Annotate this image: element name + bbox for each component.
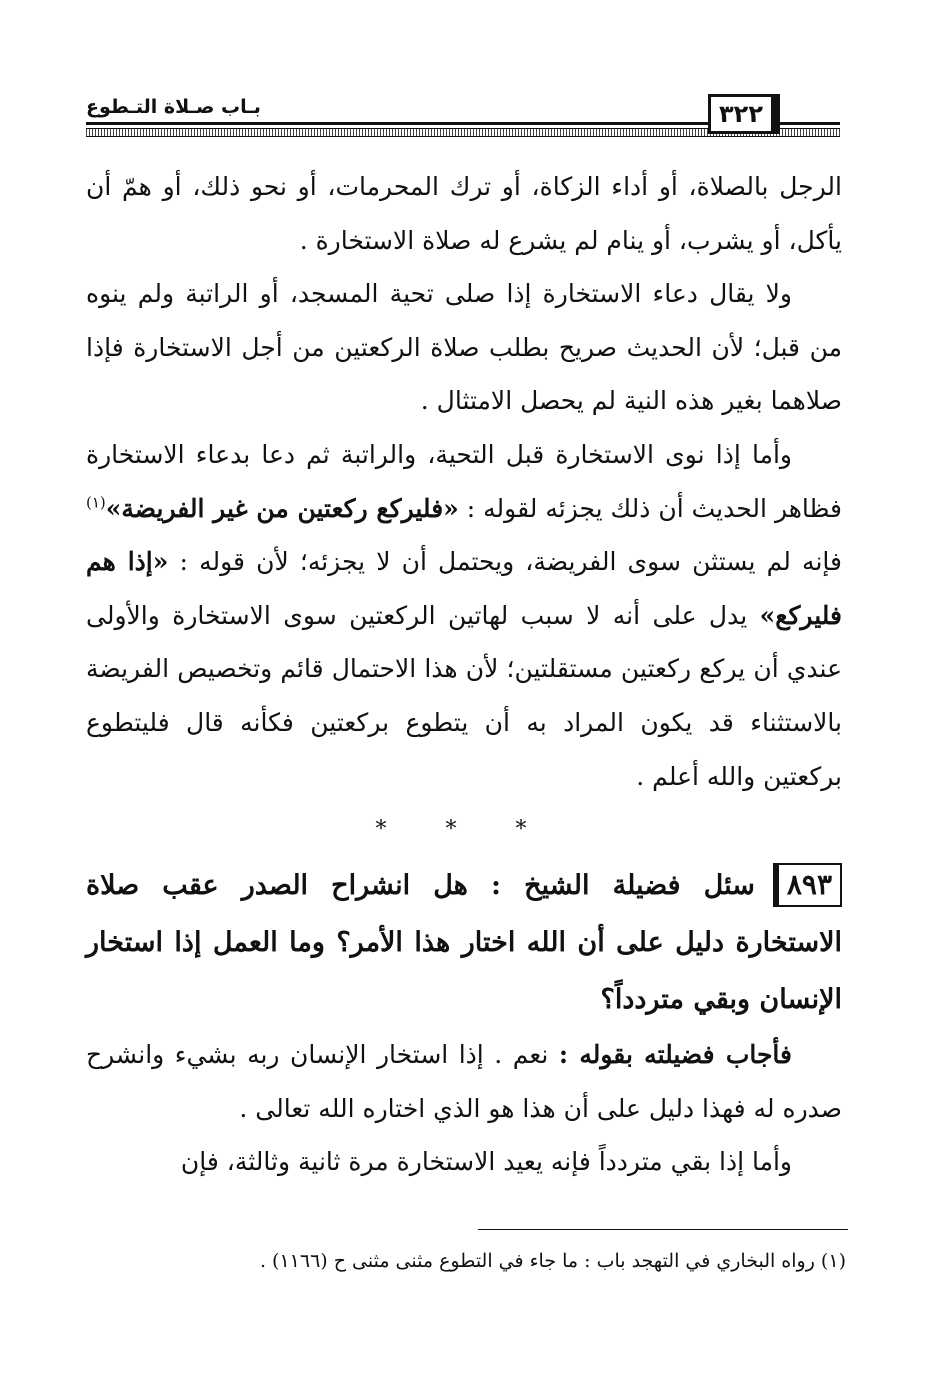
answer-label: فأجاب فضيلته بقوله :	[558, 1040, 793, 1070]
paragraph-3-part-a: وأما إذا نوى الاستخارة قبل التحية، والراتبة ثم دعا بدعاء الاستخارة فظاهر الحديث أن ذلك يجزئه لقوله :	[86, 439, 842, 523]
footnote: (١) رواه البخاري في التهجد باب : ما جاء في التطوع مثنى مثنى ح (١١٦٦) .	[259, 1250, 846, 1272]
paragraph-3-part-c: يدل على أنه لا سبب لهاتين الركعتين سوى الاستخارة والأولى عندي أن يركع ركعتين مستقلتين؛ لأن هذا الاحتمال قائم وتخصيص الفريضة بالاستثناء قد يكون المراد به أن يتطوع بركعتين فكأنه قال فليتطوع بركعتين والله أعلم .	[86, 600, 842, 791]
section-separator: * * *	[375, 817, 553, 843]
paragraph-1: الرجل بالصلاة، أو أداء الزكاة، أو ترك المحرمات، أو نحو ذلك، أو همّ أن يأكل، أو يشرب، أو ينام لم يشرع له صلاة الاستخارة .	[86, 172, 842, 255]
paragraph-3-part-b: فإنه لم يستثن سوى الفريضة، ويحتمل أن لا يجزئه؛ لأن قوله :	[168, 547, 842, 577]
paragraph-2: ولا يقال دعاء الاستخارة إذا صلى تحية المسجد، أو الراتبة ولم ينوه من قبل؛ لأن الحديث صريح بطلب صلاة الركعتين من أجل الاستخارة فإذا صلاهما بغير هذه النية لم يحصل الامتثال .	[86, 279, 842, 416]
page-header	[86, 92, 840, 140]
main-text	[86, 160, 842, 1189]
answer-paragraph-2: وأما إذا بقي متردداً فإنه يعيد الاستخارة مرة ثانية وثالثة، فإن	[180, 1147, 792, 1177]
footnote-rule	[478, 1229, 848, 1230]
footnote-reference: (١)	[86, 493, 106, 512]
answer-paragraph-1	[86, 1028, 842, 1135]
question-block	[86, 857, 842, 1028]
page-number: ٣٢٢	[708, 94, 774, 134]
answer-text-1: نعم . إذا استخار الإنسان ربه بشيء وانشرح صدره له فهذا دليل على أن هذا هو الذي اختاره الله تعالى .	[86, 1040, 842, 1123]
paragraph-3	[86, 428, 842, 803]
hadith-quote-1: «فليركع ركعتين من غير الفريضة»	[105, 493, 459, 523]
question-text: سئل فضيلة الشيخ : هل انشراح الصدر عقب صلاة الاستخارة دليل على أن الله اختار هذا الأمر؟ وما العمل إذا استخار الإنسان وبقي متردداً؟	[86, 870, 842, 1016]
question-number: ٨٩٣	[773, 863, 842, 907]
hadith-quote-2: «إذا هم فليركع»	[86, 547, 842, 630]
chapter-title: بـاب صـلاة التـطوع	[86, 92, 267, 122]
